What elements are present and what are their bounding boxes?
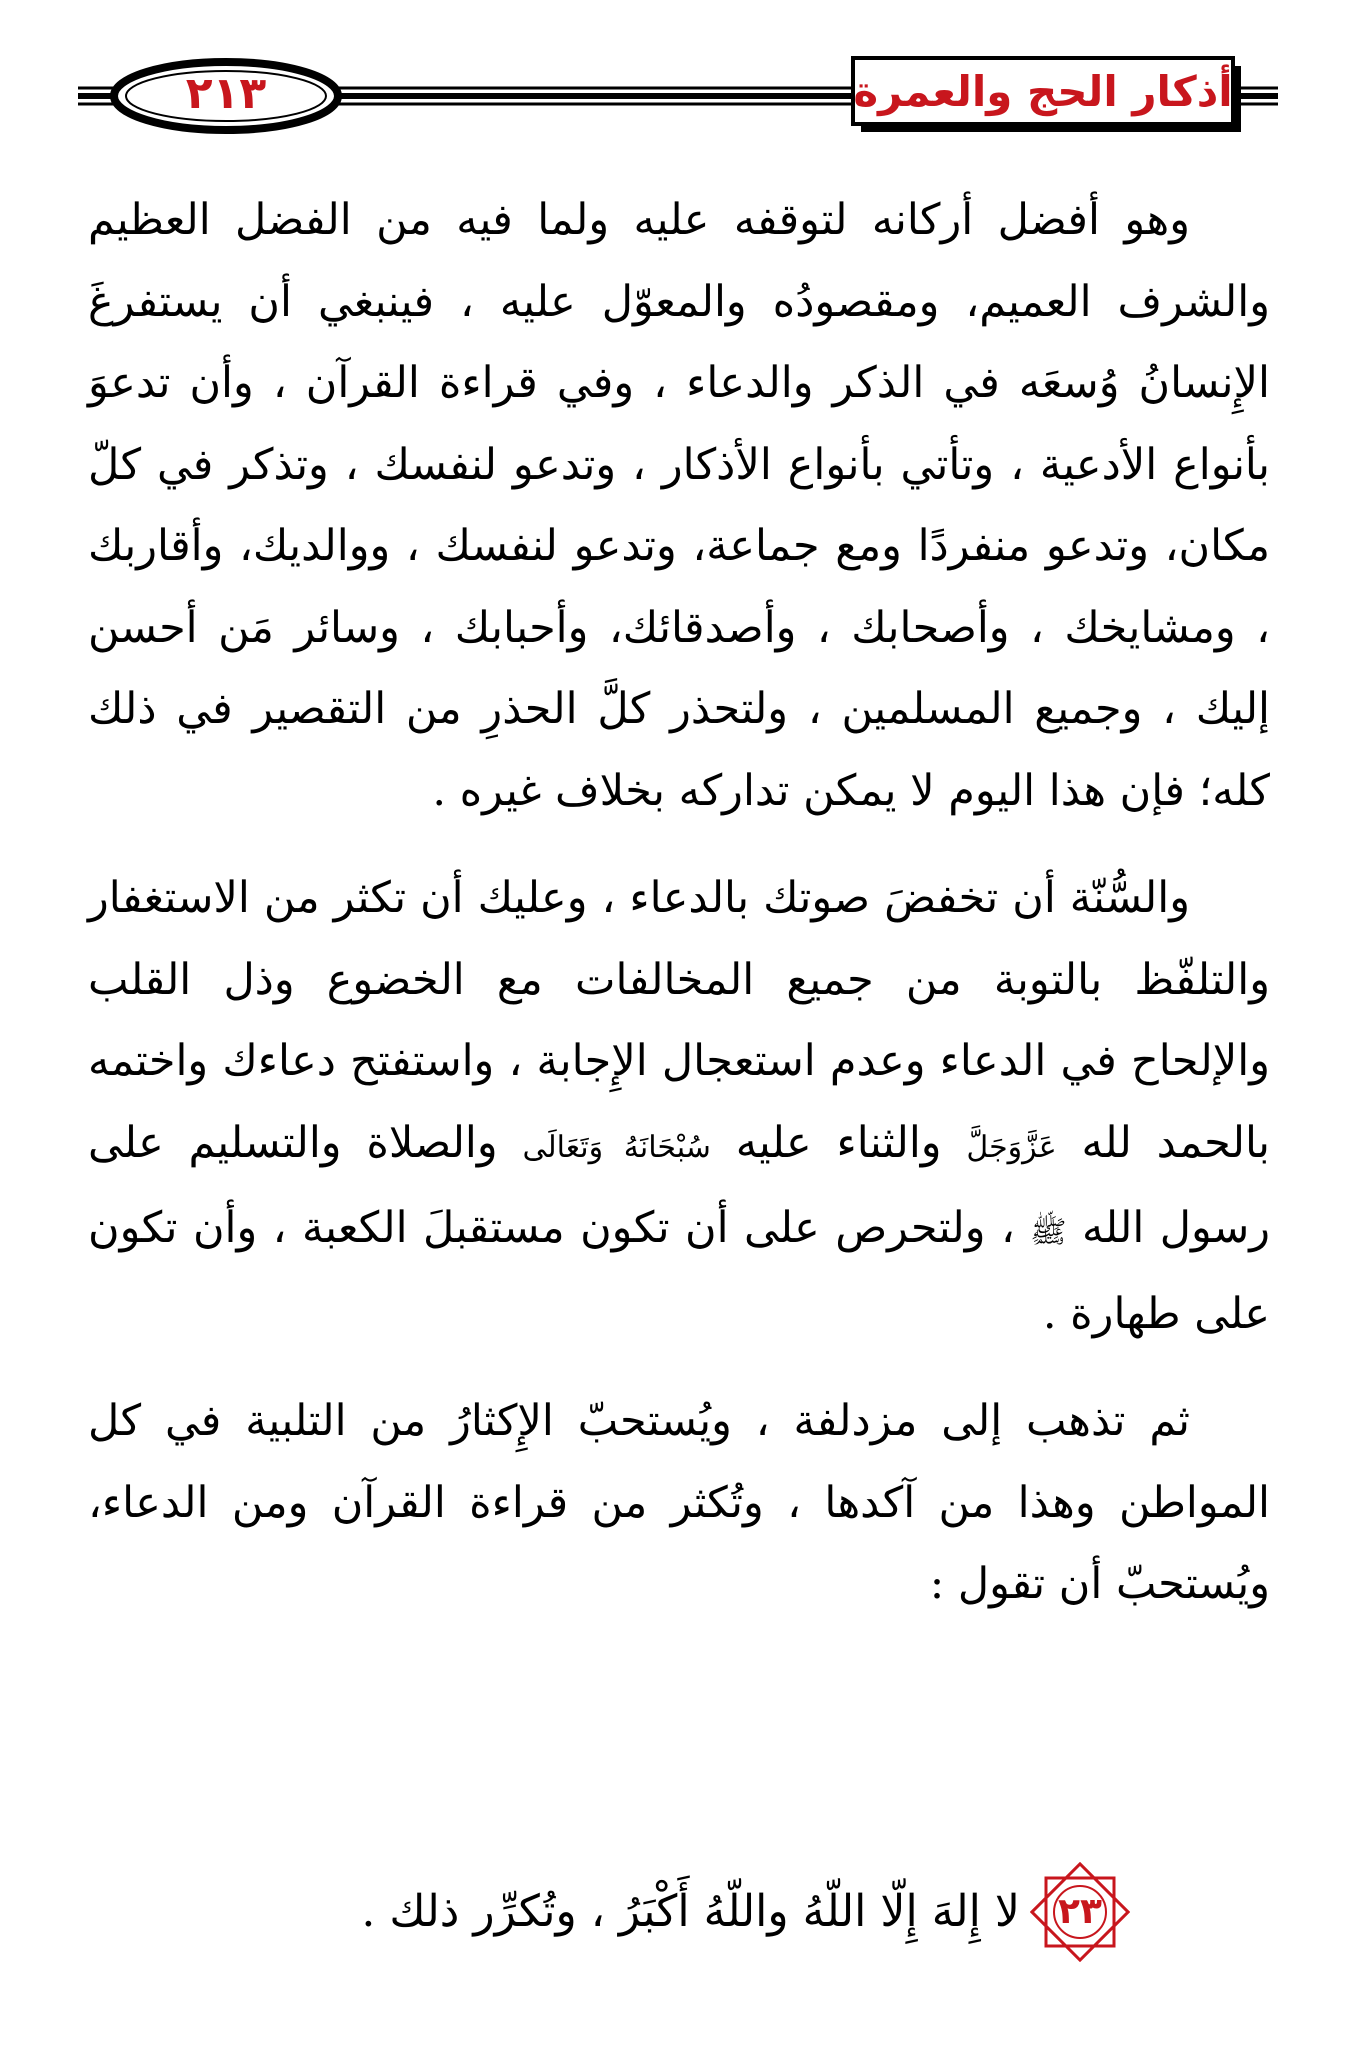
dhikr-number: ٢٣ — [1058, 1891, 1102, 1932]
book-title: أذكار الحج والعمرة — [853, 67, 1233, 116]
page-number: ٢١٣ — [185, 68, 267, 119]
paragraph-2-part-2: والثناء عليه — [735, 1117, 942, 1168]
paragraph-1: وهو أفضل أركانه لتوقفه عليه ولما فيه من الفضل العظيم والشرف العميم، ومقصودُه والمعوّل عليه ، فينبغي أن يستفرغَ الإِنسانُ وُسعَه في الذكر والدعاء ، وفي قراءة القرآن ، وأن تدعوَ بأنواع الأدعية ، وتأتي بأنواع الأذكار ، وتدعو لنفسك ، وتذكر في كلّ مكان، وتدعو منفردًا ومع جماعة، وتدعو لنفسك ، ووالديك، وأقاربك ، ومشايخك ، وأصحابك ، وأصدقائك، وأحبابك ، وسائر مَن أحسن إليك ، وجميع المسلمين ، ولتحذر كلَّ الحذرِ من التقصير في ذلك كله؛ فإن هذا اليوم لا يمكن تداركه بخلاف غيره . — [88, 195, 1270, 816]
page-body — [88, 180, 1270, 1652]
dhikr-line — [88, 1862, 1270, 1972]
paragraph-2-part-1: والسُّنّة أن تخفضَ صوتك بالدعاء ، وعليك أن تكثر من الاستغفار والتلفّظ بالتوبة من جميع المخالفات مع الخضوع وذل القلب والإلحاح في الدعاء وعدم استعجال الإِجابة ، واستفتح دعاءك واختمه بالحمد لله — [88, 873, 1271, 1168]
paragraph-3: ثم تذهب إلى مزدلفة ، ويُستحبّ الإِكثارُ من التلبية في كل المواطن وهذا من آكدها ، وتُكثر من قراءة القرآن ومن الدعاء، ويُستحبّ أن تقول : — [88, 1396, 1270, 1609]
honorific-subhanahu: سُبْحَانَهُ وَتَعَالَى — [522, 1129, 711, 1165]
honorific-azza-wajal: عَزَّوَجَلَّ — [966, 1129, 1057, 1165]
paragraph-2 — [88, 858, 1270, 1355]
dhikr-text: لا إِلهَ إِلّا اللّهُ واللّهُ أَكْبَرُ ، وتُكرِّر ذلك . — [361, 1886, 1020, 1937]
honorific-salla: ﷺ — [1030, 1215, 1067, 1250]
paragraph-2-part-3: والصلاة والتسليم على رسول الله — [88, 1117, 1271, 1253]
page-header — [78, 52, 1278, 142]
paragraph-2-part-4: ، ولتحرص على أن تكون مستقبلَ الكعبة ، وأن تكون على طهارة . — [88, 1203, 1270, 1339]
dhikr-number-badge — [1030, 1862, 1130, 1962]
